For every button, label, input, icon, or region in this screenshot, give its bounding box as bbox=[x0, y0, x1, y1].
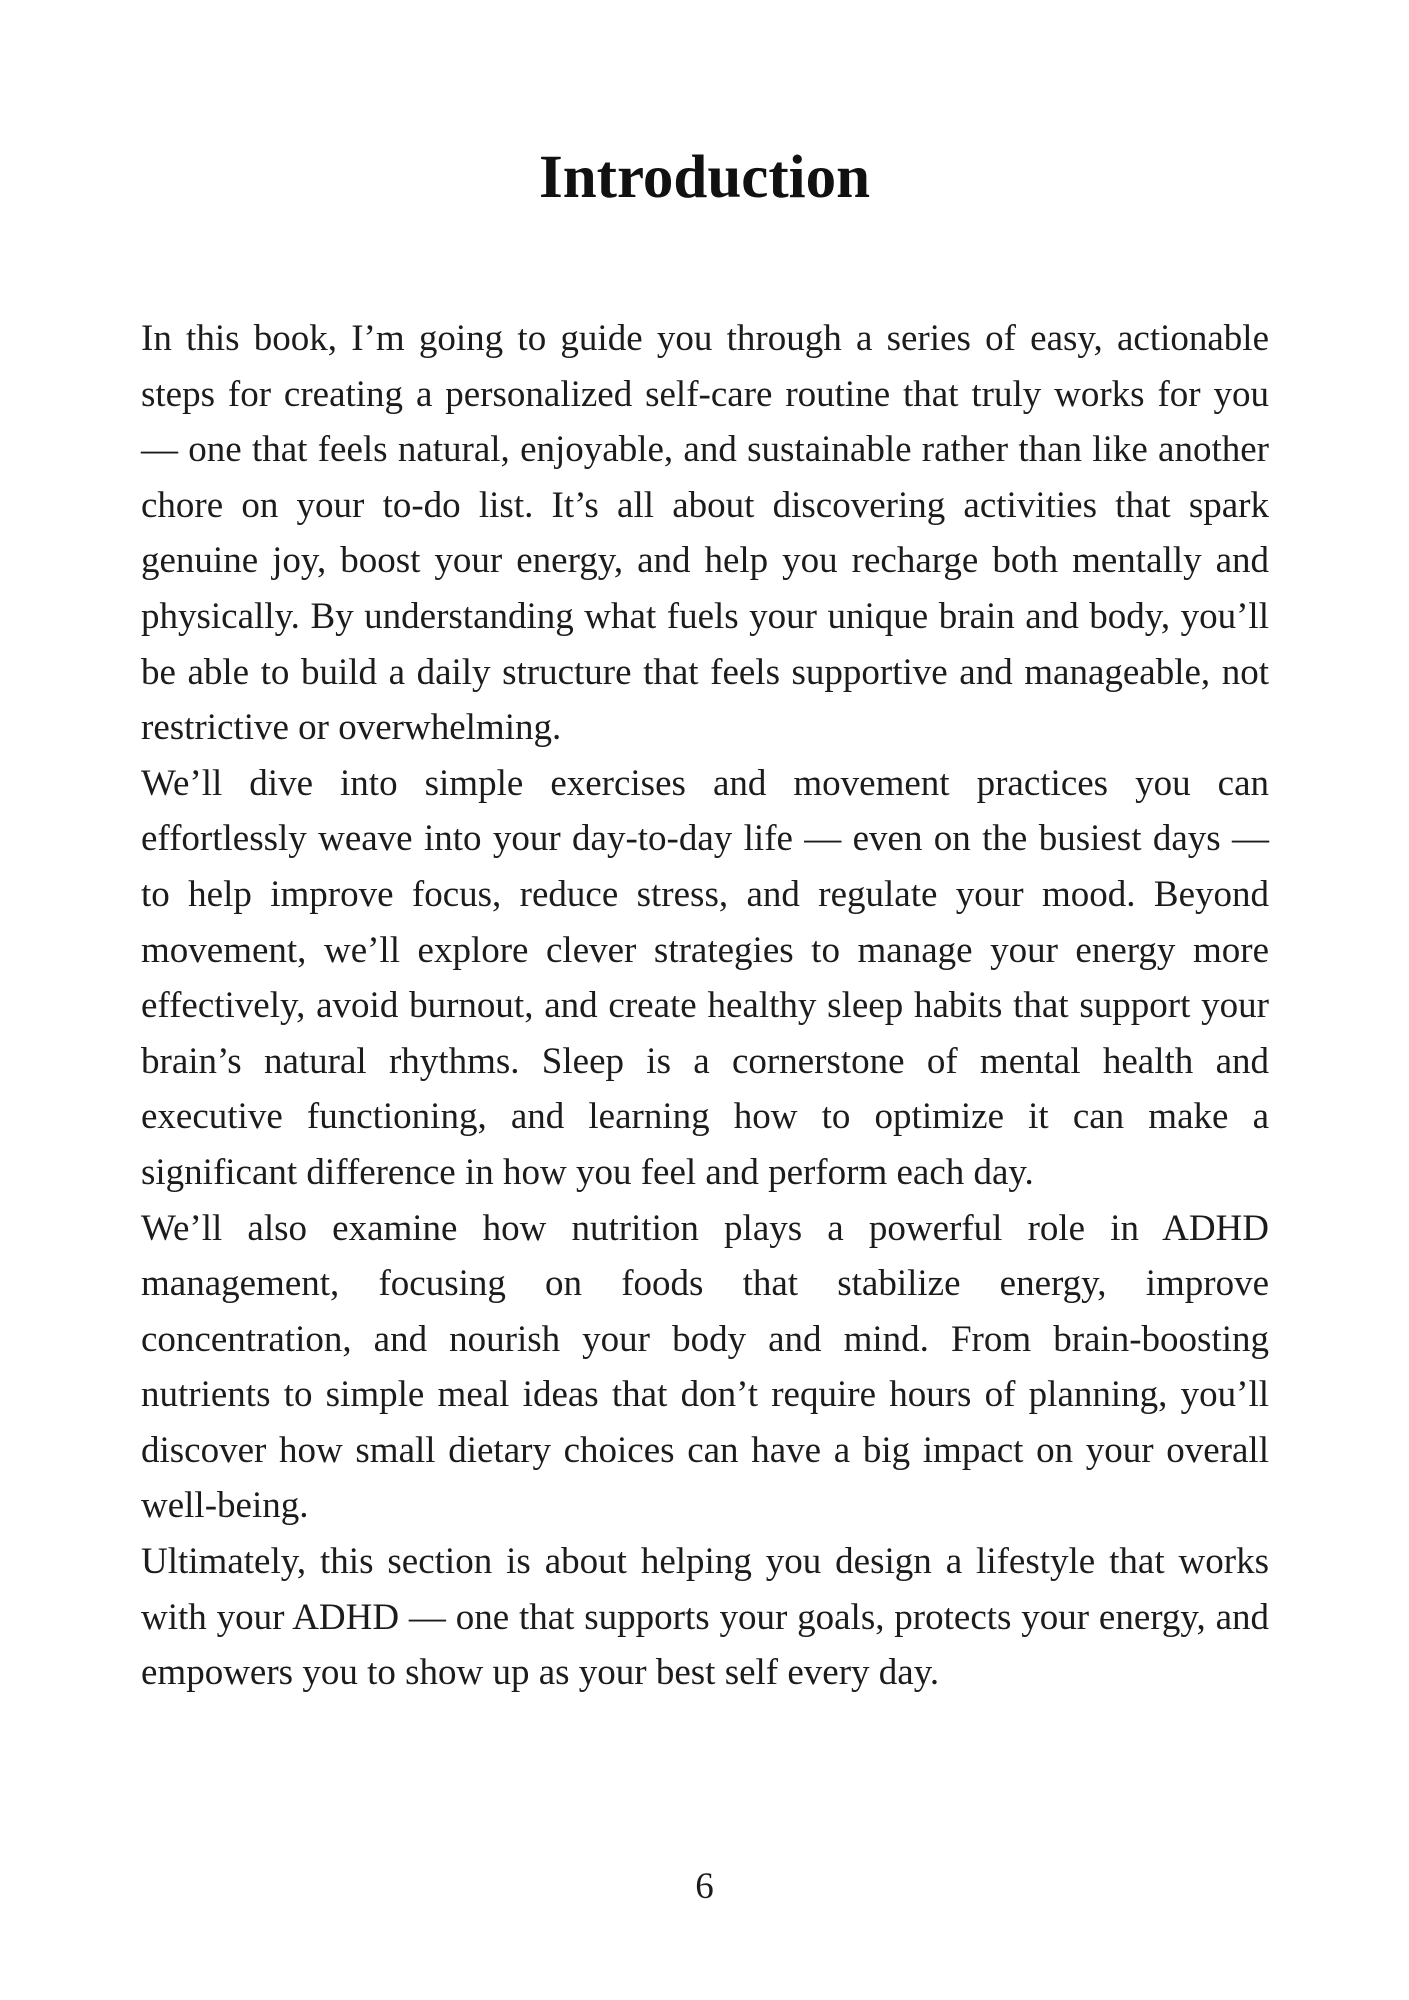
chapter-title: Introduction bbox=[538, 144, 871, 211]
page-number: 6 bbox=[695, 1866, 714, 1907]
paragraph-2: We’ll dive into simple exercises and movement practices you can effortlessly weave into your day-to-day life — even on the busiest days — to help improve focus, reduce stress, and regulate your mood. Beyond movement, we’ll explore clever strategies to manage your energy more effectively, avoid burnout, and create healthy sleep habits that support your brain’s natural rhythms. Sleep is a cornerstone of mental health and executive functioning, and learning how to optimize it can make a significant difference in how you feel and perform each day. bbox=[141, 762, 1269, 1193]
paragraph-4: Ultimately, this section is about helping you design a lifestyle that works with your ADHD — one that supports your goals, protects your energy, and empowers you to show up as your best self every day. bbox=[141, 1541, 1269, 1694]
paragraph-3: We’ll also examine how nutrition plays a powerful role in ADHD management, focusing on foods that stabilize energy, improve concentration, and nourish your body and mind. From brain-boosting nutrients to simple meal ideas that don’t require hours of planning, you’ll discover how small dietary choices can have a big impact on your overall well-being. bbox=[141, 1207, 1269, 1527]
paragraph-1: In this book, I’m going to guide you through a series of easy, actionable steps for creating a personalized self-care routine that truly works for you — one that feels natural, enjoyable, and sustainable rather than like another chore on your to-do list. It’s all about discovering activities that spark genuine joy, boost your energy, and help you recharge both mentally and physically. By understanding what fuels your unique brain and body, you’ll be able to build a daily structure that feels supportive and manageable, not restrictive or overwhelming. bbox=[141, 318, 1269, 749]
chapter-body bbox=[141, 311, 1269, 1701]
